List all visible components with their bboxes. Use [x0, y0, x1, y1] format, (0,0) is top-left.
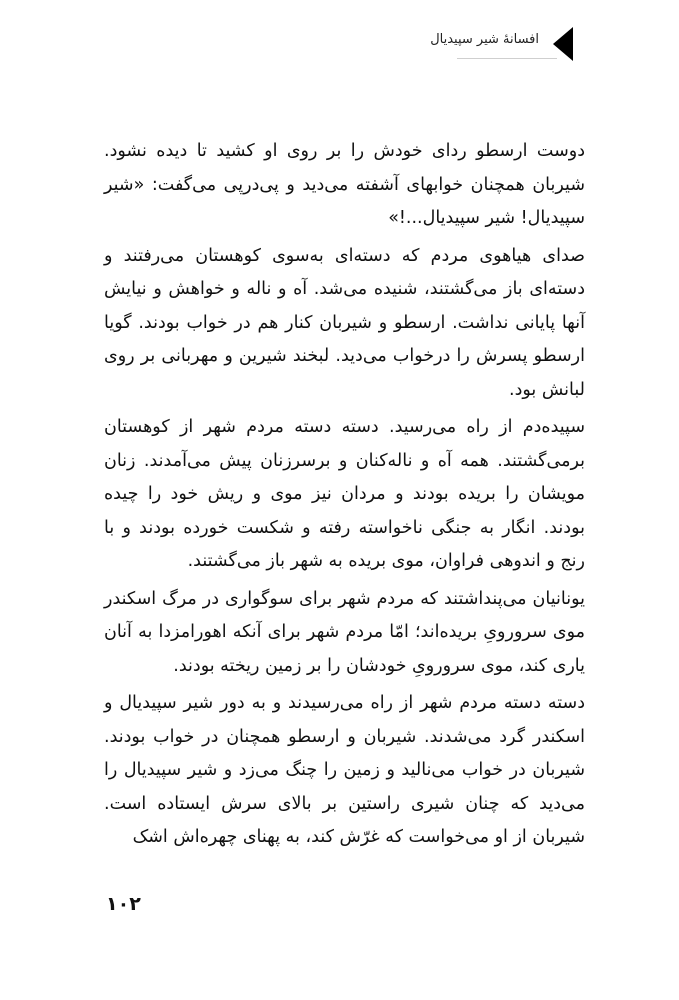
- page-number: ۱۰۲: [106, 893, 141, 915]
- paragraph: صدای هیاهوی مردم که دسته‌ای به‌سوی کوهستان می‌رفتند و دسته‌ای باز می‌گشتند، شنیده می‌شد. آه و ناله و خواهش و نیایش آنها پایانی نداشت. ارسطو و شیربان کنار هم در خواب بودند. گویا ارسطو پسرش را درخواب می‌دید. لبخند شیرین و مهربانی بر روی لبانش بود.: [104, 245, 585, 400]
- triangle-left-icon: [553, 27, 573, 61]
- paragraph: دسته دسته مردم شهر از راه می‌رسیدند و به دور شیر سپیدیال و اسکندر گرد می‌شدند. شیربان و ارسطو همچنان در خواب بودند. شیربان در خواب می‌نالید و زمین را چنگ می‌زد و شیر سپیدیال را می‌دید که چنان شیری راستین بر بالای سرش ایستاده است. شیربان از او می‌خواست که غرّش کند، به پهنای چهره‌اش اشک: [104, 693, 585, 847]
- paragraph: دوست ارسطو ردای خودش را بر روی او کشید تا دیده نشود. شیربان همچنان خوابهای آشفته می‌دید و پی‌درپی می‌گفت: «شیر سپیدیال! شیر سپیدیال...!»: [104, 141, 585, 228]
- running-title: افسانهٔ شیر سپیدیال: [430, 32, 539, 47]
- paragraph: سپیده‌دم از راه می‌رسید. دسته دسته مردم شهر از کوهستان برمی‌گشتند. همه آه و ناله‌کنان و برسرزنان پیش می‌آمدند. زنان مویشان را بریده بودند و مردان نیز موی و ریش خود را چیده بودند. انگار به جنگی ناخواسته رفته و شکست خورده بودند و با رنج و اندوهی فراوان، موی بریده به شهر باز می‌گشتند.: [104, 417, 585, 571]
- paragraph: یونانیان می‌پنداشتند که مردم شهر برای سوگواری در مرگ اسکندر موی سرورویِ بریده‌اند؛ امّا مردم شهر برای آنکه اهورامزدا به آنان یاری کند، موی سرورویِ خودشان را بر زمین ریخته بودند.: [104, 588, 585, 676]
- header-divider: [457, 58, 557, 59]
- body-text: [104, 135, 585, 859]
